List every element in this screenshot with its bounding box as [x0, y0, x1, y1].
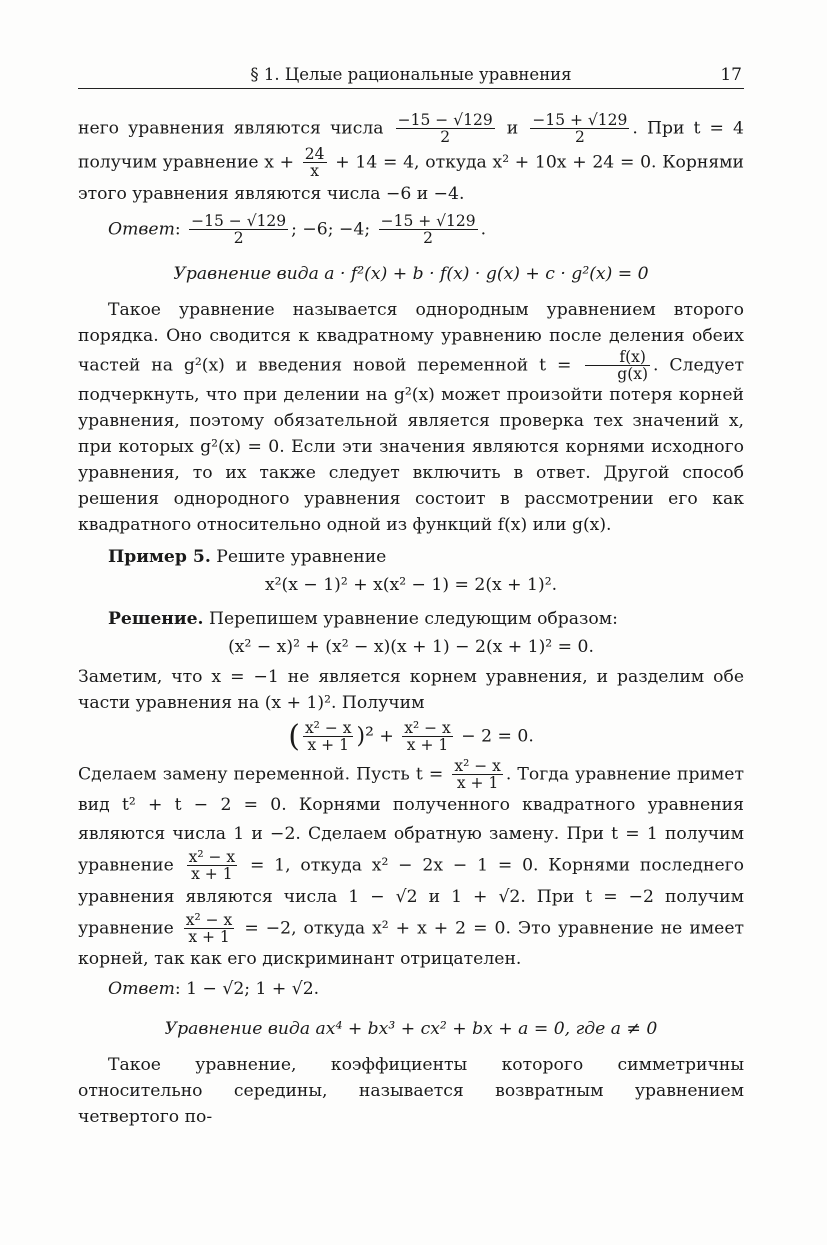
denominator: x + 1: [406, 736, 449, 755]
display-equation: (x² − x)² + (x² − x)(x + 1) − 2(x + 1)² = 0.: [228, 637, 594, 658]
fraction: [187, 849, 238, 883]
numerator: x² − x: [185, 910, 233, 929]
numerator: f(x): [585, 349, 650, 366]
section-heading: Уравнение вида ax⁴ + bx³ + cx² + bx + a = 0, где a ≠ 0: [164, 1019, 658, 1040]
numerator: −15 − √129: [397, 111, 493, 129]
denominator: x: [310, 161, 320, 180]
fraction: [396, 112, 495, 146]
denominator: g(x): [617, 364, 649, 383]
fraction: [530, 112, 629, 146]
paren: (: [288, 718, 300, 754]
denominator: 2: [440, 128, 451, 147]
text: Сделаем замену переменной. Пусть t =: [78, 763, 444, 784]
text: Перепишем уравнение следующим образом:: [208, 609, 618, 630]
denominator: 2: [423, 229, 434, 248]
paragraph: [78, 664, 744, 716]
solution-statement: [78, 606, 744, 632]
denominator: 2: [233, 229, 244, 248]
text: = −2, откуда x² + x + 2 = 0. Это уравнение не имеет корней, так как его дискриминант отрицателен.: [78, 917, 745, 970]
fraction: [452, 758, 503, 792]
page-body: [78, 112, 744, 1130]
paren: )²: [356, 723, 374, 749]
paragraph: Такое уравнение, коэффициенты которого симметричны относительно середины, называется возвратным уравнением четвертого по-: [78, 1055, 744, 1128]
text: . При t = 4: [632, 118, 744, 139]
numerator: −15 + √129: [532, 111, 628, 129]
denominator: x + 1: [191, 865, 233, 884]
text: = 1, откуда x² − 2x − 1 = 0. Корнями последнего уравнения являются числа 1 − √2 и 1 + √2. При t = −2 получим уравнение: [78, 855, 744, 938]
answer-label: Ответ: [108, 219, 175, 240]
display-equation: [78, 720, 744, 754]
denominator: x + 1: [456, 773, 499, 792]
text: + 14 = 4, откуда x² + 10x + 24 = 0. Корнями: [335, 151, 744, 172]
text: и: [506, 118, 519, 139]
text: ; −6; −4;: [291, 219, 371, 240]
numerator: −15 − √129: [191, 212, 287, 231]
text: этого уравнения являются числа −6 и −4.: [78, 184, 465, 205]
fraction: [585, 349, 650, 383]
numerator: x² − x: [188, 848, 236, 867]
display-equation: x²(x − 1)² + x(x² − 1) = 2(x + 1)².: [264, 575, 558, 596]
numerator: −15 + √129: [380, 212, 476, 231]
text: . Тогда уравнение примет вид t² + t − 2 = 0. Корнями полученного квадратного уравнения являются числа 1 и −2. Сделаем обратную замену. При t = 1 получим уравнение: [78, 763, 744, 876]
paragraph: [78, 758, 744, 975]
paragraph: [78, 297, 744, 539]
example-label: Пример 5.: [108, 547, 211, 568]
example-statement: [78, 544, 744, 570]
fraction: [303, 146, 327, 180]
answer-label: Ответ: [108, 979, 175, 1000]
paragraph-continuation: [78, 112, 744, 209]
fraction: [303, 720, 354, 754]
numerator: x² − x: [304, 719, 352, 738]
numerator: 24: [304, 144, 325, 163]
page-number: 17: [720, 65, 742, 85]
numerator: x² − x: [404, 719, 451, 738]
section-heading: Уравнение вида a · f²(x) + b · f(x) · g(x) + c · g²(x) = 0: [173, 263, 649, 284]
solution-label: Решение.: [108, 609, 204, 630]
text: − 2 = 0.: [461, 726, 534, 747]
denominator: 2: [574, 128, 585, 147]
text: него уравнения являются числа: [78, 118, 384, 139]
fraction: [379, 213, 478, 247]
running-title: § 1. Целые рациональные уравнения: [250, 65, 572, 84]
text: получим уравнение x +: [78, 151, 295, 172]
text: Такое уравнение называется однородным уравнением второго порядка. Оно сводится к квадратному уравнению после деления обеих частей на g²(x) и введения новой переменной t =: [78, 299, 744, 375]
text: . Следует подчеркнуть, что при делении на g²(x) может произойти потеря корней уравнения, поэтому обязательной является проверка тех значений x, при которых g²(x) = 0. Если эти значения являются корнями исходного уравнения, то их также следует включить в ответ. Другой способ решения однородного уравнения состоит в рассмотрении его как квадратного относительно одной из функций f(x) или g(x).: [78, 354, 745, 536]
text: : 1 − √2; 1 + √2.: [174, 979, 320, 1000]
text: Заметим, что x = −1 не является корнем уравнения, и разделим обе части уравнения на (x + 1)². Получим: [78, 667, 744, 714]
denominator: x + 1: [188, 927, 230, 946]
fraction: [402, 720, 453, 754]
text: +: [379, 726, 394, 747]
numerator: x² − x: [454, 756, 501, 775]
answer-line: [78, 976, 744, 1002]
denominator: x + 1: [307, 736, 349, 755]
page-header: [78, 62, 744, 89]
fraction: [184, 912, 235, 946]
fraction: [189, 213, 288, 247]
answer-line: Ответ: $\frac{-15 - √129}{2}$ ; −6; −4; $\frac{-15 + √129}{2}$ .: [108, 212, 487, 248]
text: .: [480, 219, 487, 240]
text: Решите уравнение: [216, 547, 387, 568]
